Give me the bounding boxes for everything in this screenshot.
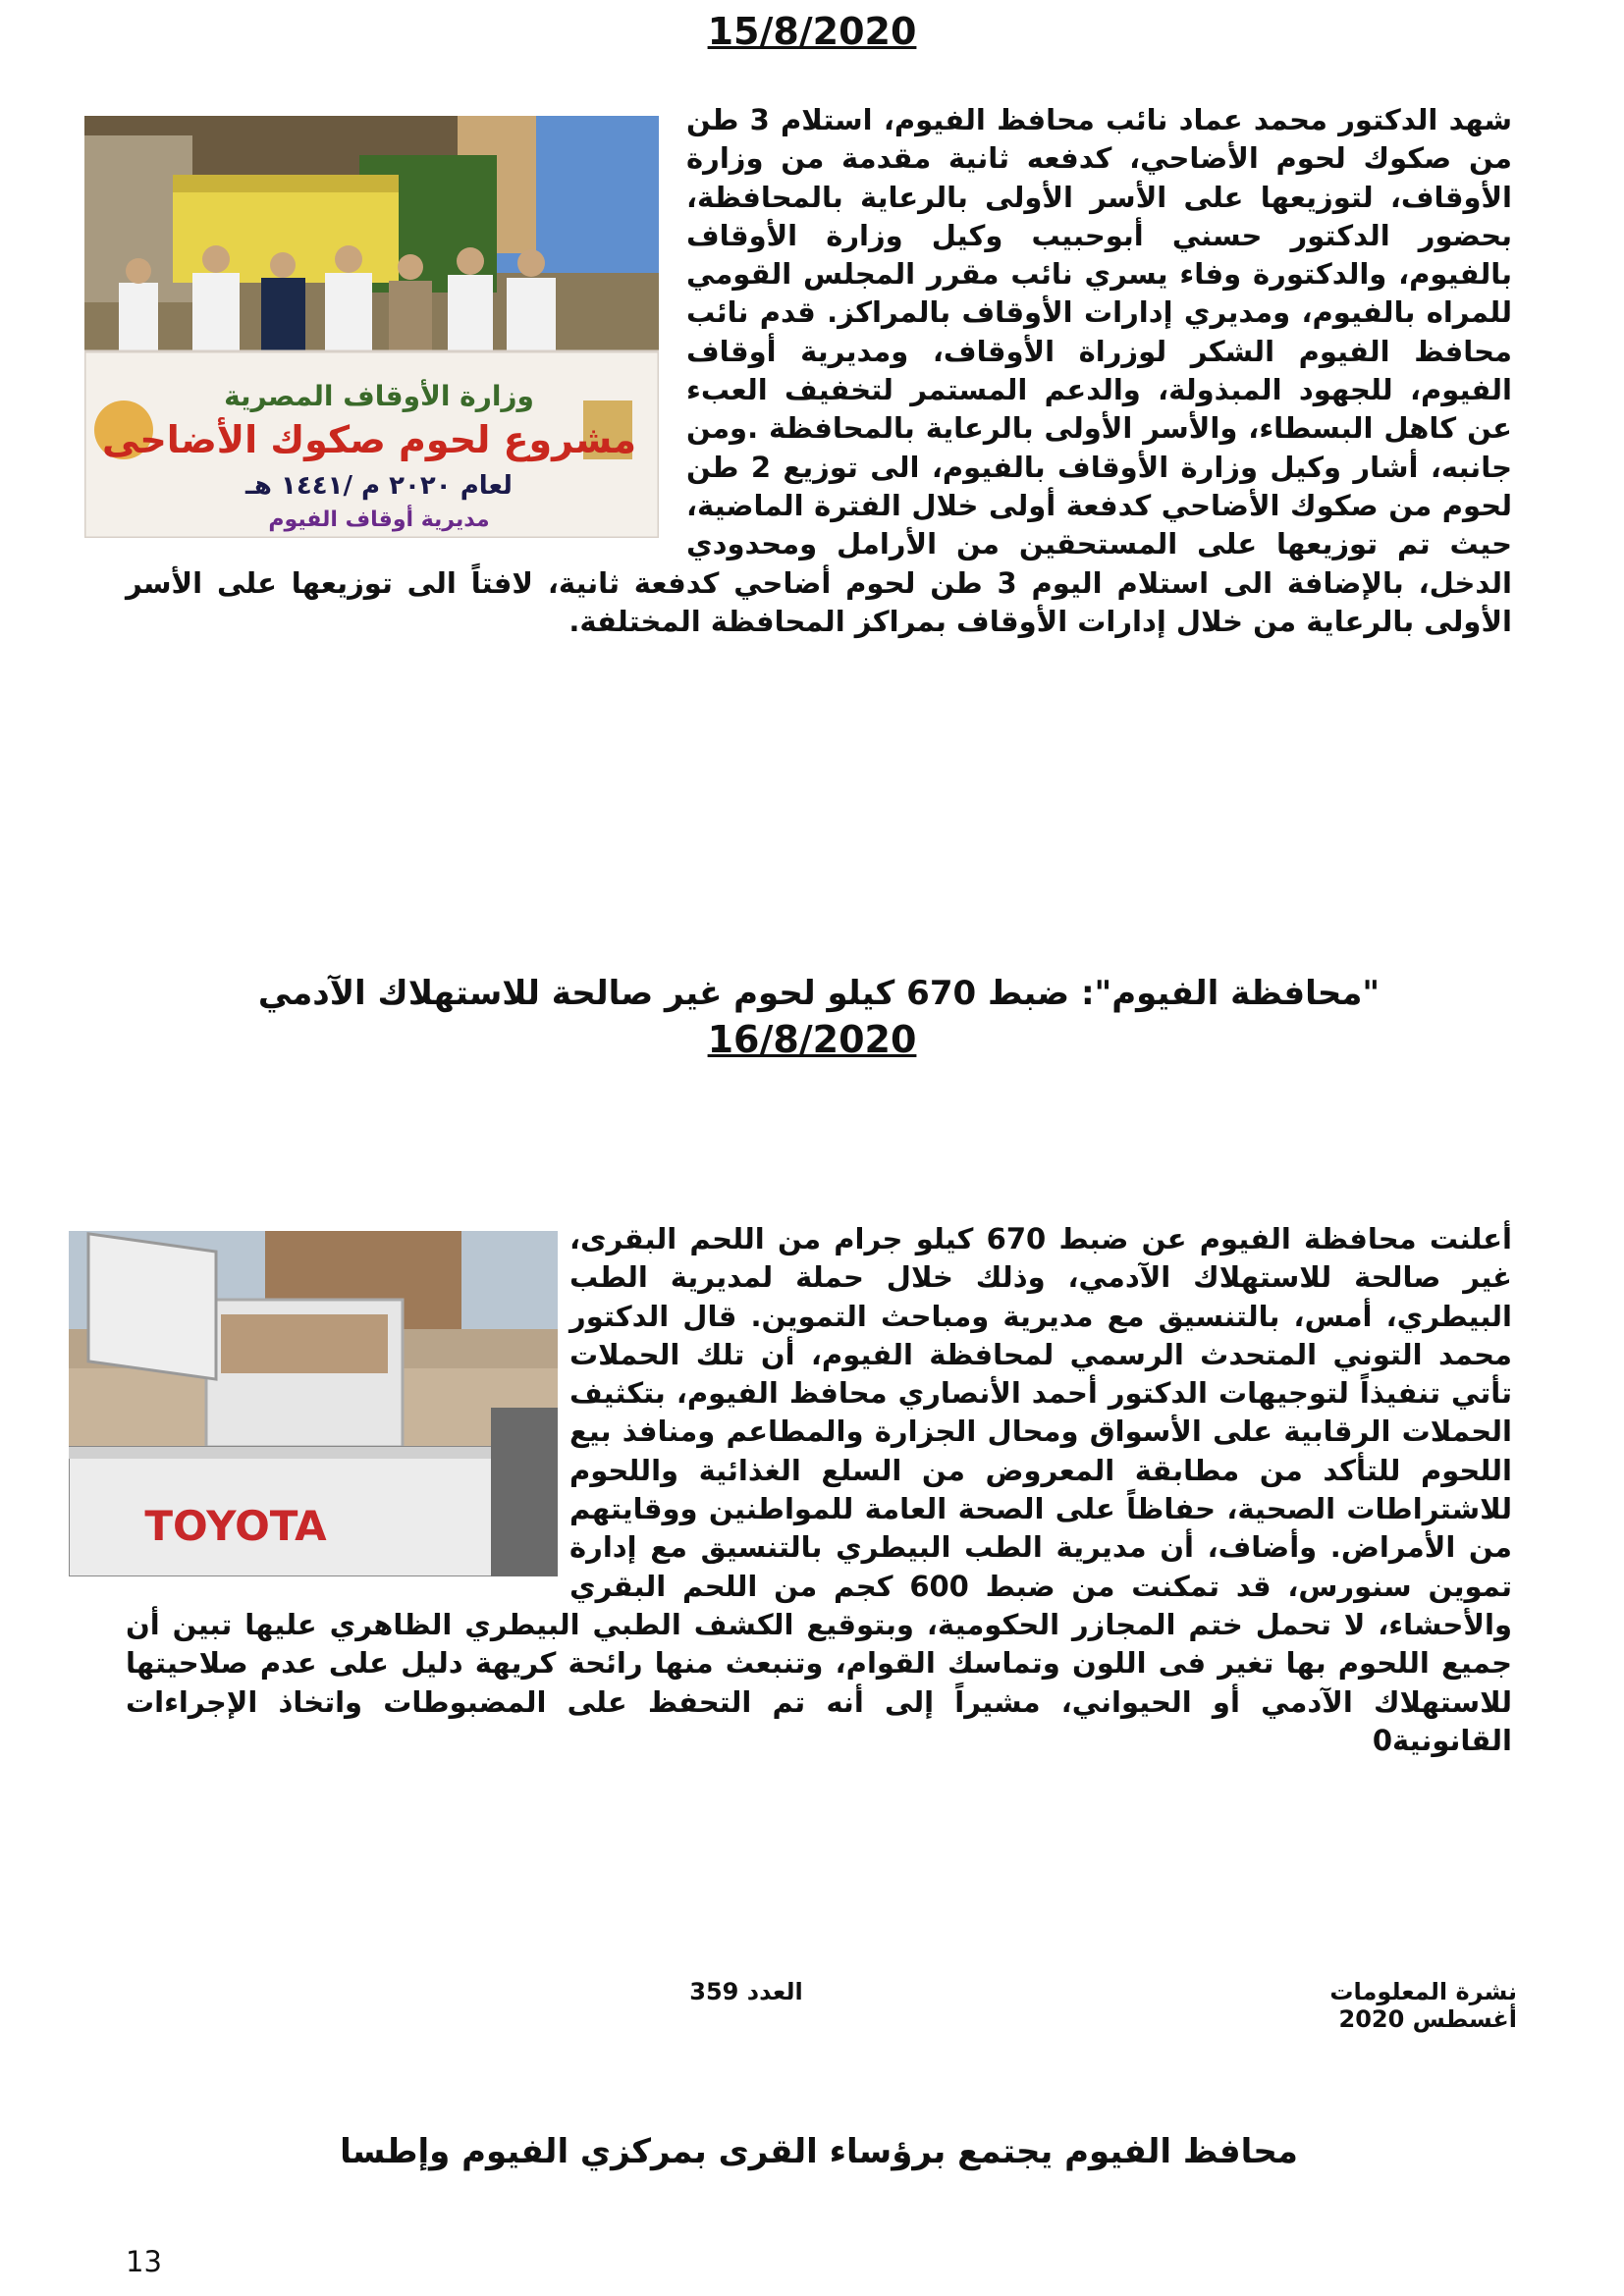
article1-date: 15/8/2020 (707, 10, 917, 53)
footer-month: أغسطس 2020 (1338, 2005, 1517, 2033)
article2-date: 16/8/2020 (707, 1018, 917, 1061)
footer-issue: العدد 359 (689, 1978, 803, 2005)
article2-photo (69, 1231, 558, 1576)
article2-title: "محافظة الفيوم": ضبط 670 كيلو لحوم غير صالحة للاستهلاك الآدمي (257, 974, 1380, 1013)
article1-block (101, 101, 1512, 641)
article2-block (126, 1104, 1512, 1760)
footer-publication (1321, 1978, 1517, 2033)
article1-photo-banner-year: لعام ٢٠٢٠ م /١٤٤١ هـ (245, 471, 513, 501)
article1-body: شهد الدكتور محمد عماد نائب محافظ الفيوم، استلام 3 طن من صكوك لحوم الأضاحي، كدفعه ثانية مقدمة من وزارة الأوقاف، لتوزيعها على الأسر الأولى بالرعاية بالمحافظة، بحضور الدكتور حسني أبوحبيب وكيل وزارة الأوقاف بالفيوم، والدكتورة وفاء يسري نائب مقرر المجلس القومي للمراه بالفيوم، ومديري إدارات الأوقاف بالمراكز. قدم نائب محافظ الفيوم الشكر لوزراة الأوقاف، ومديرية أوقاف الفيوم، للجهود المبذولة، والدعم المستمر لتخفيف العبء عن كاهل البسطاء، والأسر الأولى بالرعاية بالمحافظة .ومن جانبه، أشار وكيل وزارة الأوقاف بالفيوم، الى توزيع 2 طن لحوم من صكوك الأضاحي كدفعة أولى خلال الفترة الماضية، حيث تم توزيعها على المستحقين من الأرامل ومحدودي الدخل، بالإضافة الى استلام اليوم 3 طن لحوم أضاحي كدفعة ثانية، لافتاً الى توزيعها على الأسر الأولى بالرعاية من خلال إدارات الأوقاف بمراكز المحافظة المختلفة. (126, 103, 1512, 638)
article1-photo-banner-main: مشروع لحوم صكوك الأضاحى (101, 418, 637, 461)
article2-body: أعلنت محافظة الفيوم عن ضبط 670 كيلو جرام من اللحم البقرى، غير صالحة للاستهلاك الآدمي، وذلك خلال حملة لمديرية الطب البيطري، أمس، بالتنسيق مع مديرية ومباحث التموين. قال الدكتور محمد التوني المتحدث الرسمي لمحافظة الفيوم، أن تلك الحملات تأتي تنفيذاً لتوجيهات الدكتور أحمد الأنصاري محافظ الفيوم، بتكثيف الحملات الرقابية على الأسواق ومحال الجزارة والمطاعم ومنافذ بيع اللحوم للتأكد من مطابقة المعروض من السلع الغذائية واللحوم للاشتراطات الصحية، حفاظاً على الصحة العامة للمواطنين ووقايتهم من الأمراض. وأضاف، أن مديرية الطب البيطري بالتنسيق مع إدارة تموين سنورس، قد تمكنت من ضبط 600 كجم من اللحم البقري والأحشاء، لا تحمل ختم المجازر الحكومية، وبتوقيع الكشف الطبي البيطري الظاهري عليها تبين أن جميع اللحوم بها تغير فى اللون وتماسك القوام، وتنبعث منها رائحة كريهة دليل على عدم صلاحيتها للاستهلاك الآدمي أو الحيواني، مشيراً إلى أنه تم التحفظ على المضبوطات واتخاذ الإجراءات القانونية0 (126, 1222, 1512, 1757)
article2-photo-truck-label: TOYOTA (144, 1502, 327, 1550)
article3-title: محافظ الفيوم يجتمع برؤساء القرى بمركزي الفيوم وإطسا (340, 2132, 1298, 2171)
article1-photo-banner-bottom: مديرية أوقاف الفيوم (268, 507, 490, 532)
page-number: 13 (126, 2245, 162, 2278)
article1-photo-banner-top: وزارة الأوقاف المصرية (224, 380, 534, 412)
article1-photo (84, 116, 659, 538)
footer-publication-name: نشرة المعلومات (1329, 1978, 1517, 2005)
